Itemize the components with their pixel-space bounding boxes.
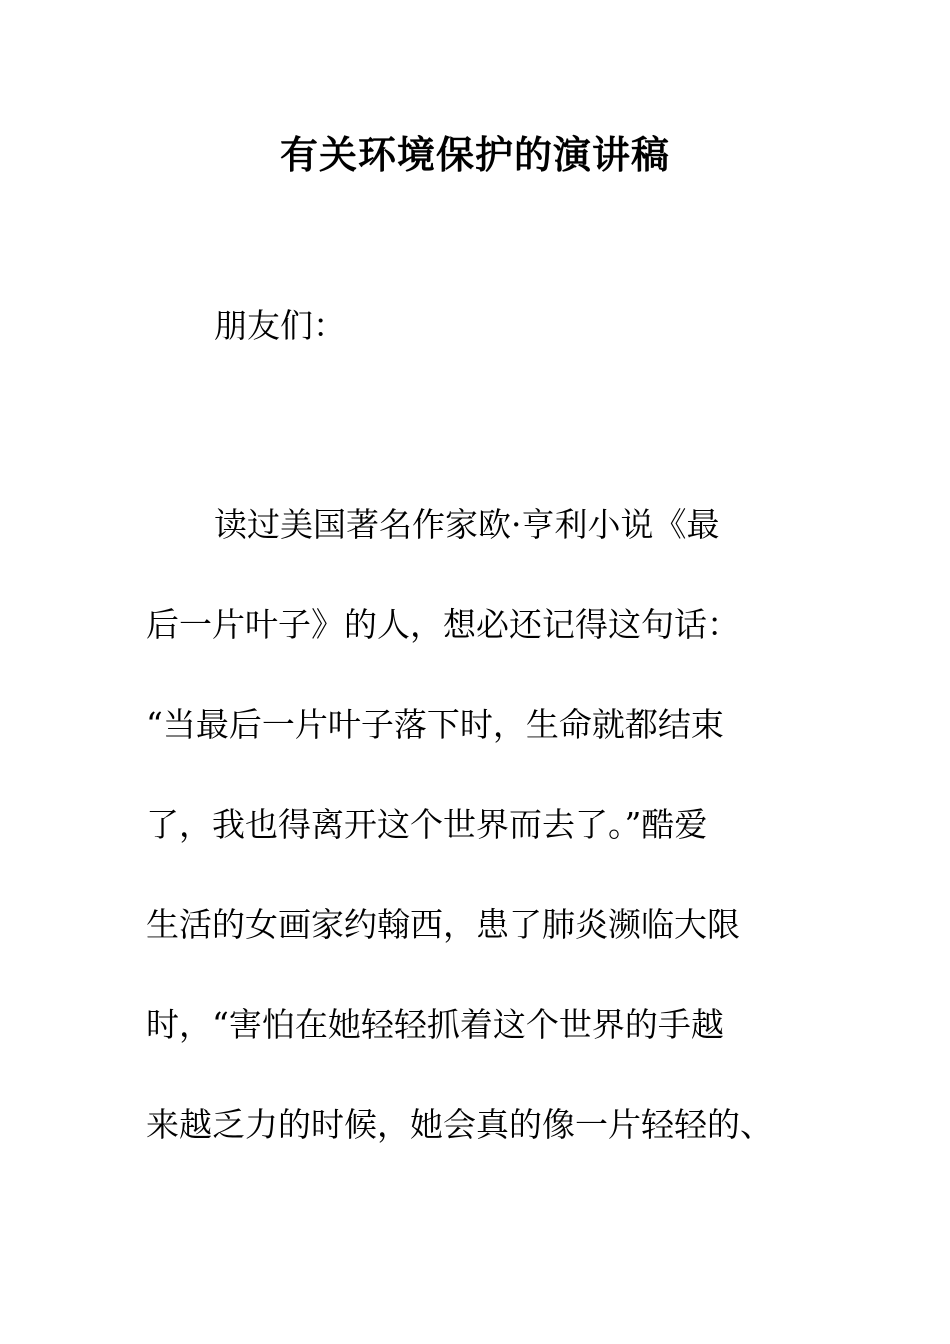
paragraph-line-3: “当最后一片叶子落下时，生命就都结束 bbox=[146, 705, 724, 744]
paragraph-line-7: 来越乏力的时候，她会真的像一片轻轻的、 bbox=[146, 1105, 773, 1144]
paragraph-line-6: 时，“害怕在她轻轻抓着这个世界的手越 bbox=[146, 1005, 724, 1044]
paragraph-line-2: 后一片叶子》的人，想必还记得这句话： bbox=[146, 605, 740, 644]
document-title: 有关环境保护的演讲稿 bbox=[279, 133, 670, 177]
paragraph-line-5: 生活的女画家约翰西，患了肺炎濒临大限 bbox=[146, 905, 740, 944]
salutation: 朋友们： bbox=[214, 306, 346, 345]
paragraph-line-4: 了，我也得离开这个世界而去了。”酷爱 bbox=[146, 805, 708, 844]
paragraph-line-1: 读过美国著名作家欧·亨利小说《最 bbox=[214, 505, 720, 544]
